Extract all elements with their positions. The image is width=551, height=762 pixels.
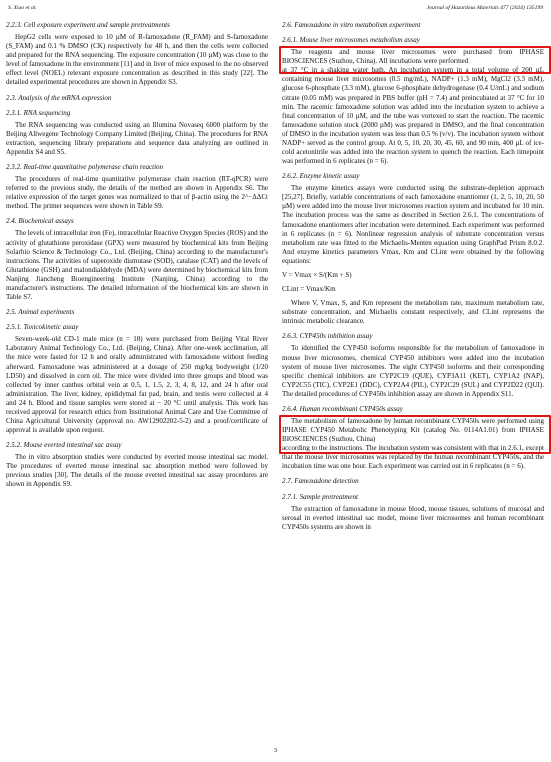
section-heading: 2.7. Famoxadone detection [282,477,359,486]
highlighted-text: The metabolism of famoxadone by human recombinant CYP450s were performed using IPHASE CYP450 Metabolic Phenotyping Kit (catalog No. 0114A1.01) from IPHASE BIOSCIENCES (Suzhou, China) [282,416,544,444]
paragraph: The levels of intracellular iron (Fe), intracellular Reactive Oxygen Species (ROS) and the activity of glutathione peroxidase (GPX) were measured by biochemical kits from Beijing Solarbio Science & Technology Co., Ltd. (Beijing, China) according to the manufacturer's instructions. The activities of superoxide dismutase (SOD), catalase (CAT) and the levels of Glutathione (GSH) and malondialdehyde (MDA) were determined by biochemical kits from Nanjing Jiancheng Bioengineering Institute (Nanjing, China) according to the manufacturer's instructions. The detailed information of the biochemical kits are shown in Table S7. [6,229,269,302]
section-heading: 2.7.1. Sample pretreatment [282,492,359,501]
paragraph: Where V, Vmax, S, and Km represent the metabolism rate, maximum metabolism rate, substrate concentration, and Michaelis constant respectively, and CLint represents the intrinsic metabolic clearance. [282,299,544,326]
section-heading: 2.6.3. CYP450s inhibition assay [282,332,373,341]
paragraph: Seven-week-old CD-1 male mice (n = 18) were purchased from Beijing Vital River Laboratory Animal Technology Co., Ltd. (Beijing, China). After one-week acclimation, all the mice were fasted for 12 h and orally administrated with famoxadone without feeding afterward. Famoxadone was administered at a dosage of 250 mg/kg bodyweight (1/20 LD50) and dissolved in corn oil. The mice were divided into three groups and blood was collected by inner canthus orbital vein at 0.5, 1, 1.5, 2, 3, 4, 8, 12, and 24 h after oral administration. The liver, kidney, epididymal fat pad, brain, and testis were collected at 4 and 24 h. Blood and tissue samples were stored at − 20 °C until analysis. This work has received approval for research ethics from Institutional Animal Care and Use Committee of China Agricultural University (approval no. AW12902202-5-2) and a proof/certificate of approval is available upon request. [6,335,268,435]
section-heading: 2.6.1. Mouse liver microsomes metabolism assay [282,36,420,45]
paragraph: The extraction of famoxadone in mouse blood, mouse tissues, solutions of mucosal and serosal in everted intestinal sac model, mouse liver microsomes and human recombinant CYP450s systems are shown in [282,504,544,531]
section-heading: 2.4. Biochemical assays [6,217,74,226]
section-heading: 2.3. Analysis of the mRNA expression [6,93,112,102]
paragraph: according to the instructions. The incubation system was consistent with that in 2.6.1, except that the mouse liver microsomes was replaced by the human recombinant CYP450s, and the incubation time was one hour. Each experiment was carried out in 6 replicates (n = 6). [282,444,544,471]
section-heading: 2.6.4. Human recombinant CYP450s assay [282,404,403,413]
section-heading: 2.2.3. Cell exposure experiment and sample pretreatments [6,21,170,29]
section-heading: 2.3.2. Real-time quantitative polymerase chain reaction [6,163,164,172]
equation-rate: V = Vmax × S/(Km + S) [282,270,352,279]
paragraph: HepG2 cells were exposed to 10 µM of R-famoxadone (R_FAM) and S-famoxadone (S_FAM) and 0.1 % DMSO (CK) respectively for 48 h, and then the cells were collected and prepared for the RNA sequencing. The exposure concentration (10 µM) was close to the level of famoxadone in the environment [11] and in liver of mice exposed to the no observed effect level (NOEL) relevant exposure concentration as described in this study [22]. The detailed experimental procedures are shown in Appendix S3. [6,33,268,87]
paragraph: The procedures of real-time quantitative polymerase chain reaction (RT-qPCR) were referred to the previous study, the details of the method are shown in Appendix S6. The relative expression of the target genes was normalized to that of β-actin using the 2^−ΔΔCt method. The primer sequences were shown in Table S9. [6,175,268,211]
page-number: 3 [273,747,278,754]
running-header [8,5,543,15]
right-column [282,21,544,532]
section-heading: 2.3.1. RNA sequencing [6,108,71,117]
equation-clearance: CLint = Vmax/Km [282,285,336,294]
section-heading: 2.5. Animal experiments [6,308,75,317]
paragraph: To identified the CYP450 isoforms responsible for the metabolism of famoxadone in mouse liver microsomes, chemical CYP450 inhibitors were added into the incubation system of mouse liver microsomes. The eight CYP450 isoforms and their corresponding specific chemical inhibitors are CYP2C19 (QUE), CYP3A11 (KET), CYP1A2 (NAP), CYP2C55 (TIC), CYP2E1 (DDC), CYP2A4 (PIL), CYP2C29 (SUL) and CYP2D22 (QUI). The detailed procedures of CYP450s inhibition assay are shown in Appendix S11. [282,344,544,398]
section-heading: 2.6.2. Enzyme kinetic assay [282,172,360,181]
header-journal: Journal of Hazardous Materials 477 (2024) 135199 [426,5,543,11]
paragraph: The enzyme kinetics assays were conducted using the substrate-depletion approach [25,27]. Briefly, variable concentrations of each famoxadone enantiomer (1, 2, 5, 10, 20, 50 µM) were added into the mouse liver microsomes reaction system and incubated for 10 min. The incubation process was the same as described in Section 2.6.1. The concentrations of famoxadone enantiomers after incubation were determined. Each experiment was performed in 6 replicates (n = 6). Nonlinear regression analysis of substrate concentration versus metabolism rate was fitted to the Michaelis-Menten equation using GraphPad Prism 8.0.2. And enzyme kinetics parameters Vmax, Km and CLint were obtained by the following equations: [282,184,544,265]
highlighted-passage [282,48,544,66]
header-authors: S. Xiao et al. [8,5,37,11]
highlighted-text: The reagents and mouse liver microsomes were purchased from IPHASE BIOSCIENCES (Suzhou, China). All incubations were performed [282,48,544,66]
section-heading: 2.5.1. Toxicokinetic assay [6,323,79,332]
paragraph: The in vitro absorption studies were conducted by everted mouse intestinal sac model. The procedures of everted mouse intestinal sac absorption method were followed by previous studies [30]. The details of the mouse everted intestinal sac assay procedures are shown in Appendix S9. [6,453,268,489]
paragraph: at 37 °C in a shaking water bath. An incubation system in a total volume of 200 µL containing mouse liver microsomes (0.5 mg/mL), NADP+ (1.3 mM), MgCl2 (3.3 mM), glucose 6-phosphate (3.3 mM), glucose 6-phosphate dehydrogenase (0.4 U/mL) and sodium citrate (0.05 mM) was prepared in PBS buffer (pH = 7.4) and preincubated at 37 °C for 10 min. The racemic famoxadone solution was added into the incubation system to achieve a final concentration of 10 µM, and the tube was vortexed to start the reaction. The racemic famoxadone solution stock (2000 µM) was prepared in DMSO, and the final concentration of DMSO in the incubation system was less than 0.5 % (v/v). The incubation system without NADP+ served as the control group. At 0, 5, 10, 20, 30, 45, 60, and 90 min, 400 µL of ice-cold acetonitrile was added into the reaction system to quench the reaction. Each timepoint was performed in 6 replicates (n = 6). [282,66,544,166]
section-heading: 2.6. Famoxadone in vitro metabolism experiment [282,21,421,29]
highlighted-passage [282,417,544,444]
paragraph: The RNA sequencing was conducted using an Illumina Novaseq 6000 platform by the Beijing Allwegene Technology Company Limited (Beijing, China). The procedures for RNA extraction, sequencing library preparations and sequence data analyzing are outlined in Appendix S4 and S5. [6,120,268,156]
section-heading: 2.5.2. Mouse everted intestinal sac assay [6,441,122,450]
left-column [6,21,268,490]
